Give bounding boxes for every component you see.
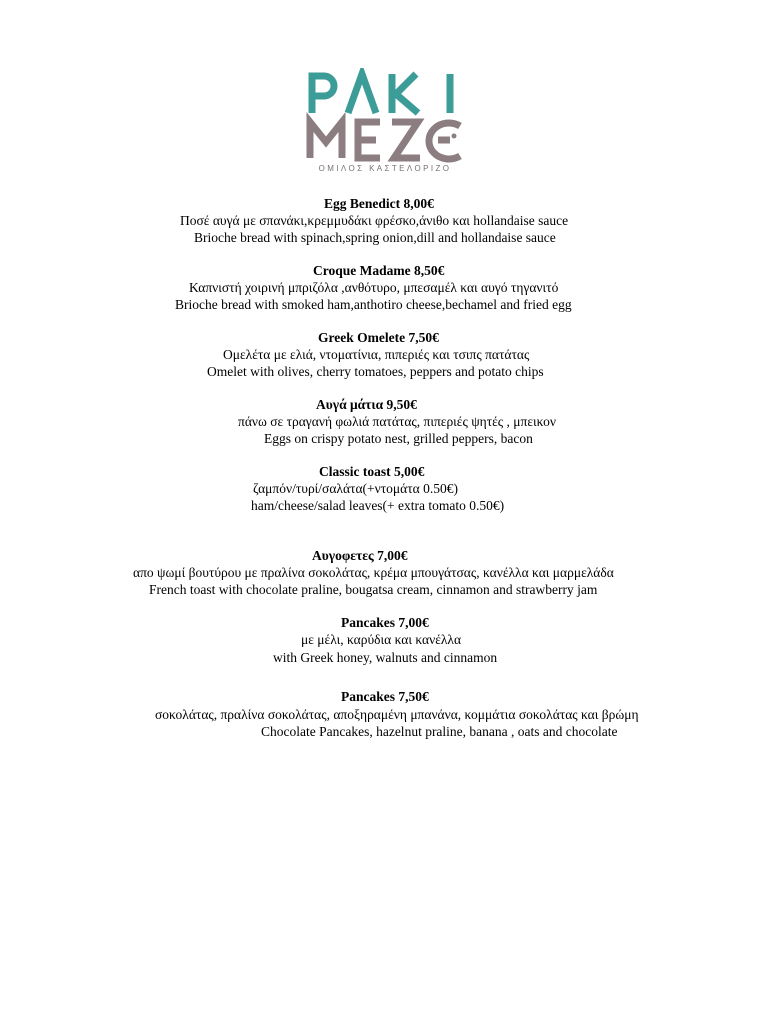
menu-item-greek-description: ζαμπόν/τυρί/σαλάτα(+ντομάτα 0.50€) <box>253 481 458 496</box>
menu-item-english-description: ham/cheese/salad leaves(+ extra tomato 0.50€) <box>251 498 505 513</box>
menu-item-title: Egg Benedict 8,00€ <box>324 196 434 211</box>
menu-item-title: Greek Omelete 7,50€ <box>318 330 439 345</box>
menu-item-greek-description: με μέλι, καρύδια και κανέλλα <box>301 632 462 647</box>
menu-item-english-description: French toast with chocolate praline, bougatsa cream, cinnamon and strawberry jam <box>149 582 598 597</box>
menu-item-english-description: Chocolate Pancakes, hazelnut praline, banana , oats and chocolate <box>261 724 618 739</box>
menu-item-title: Pancakes 7,50€ <box>341 689 429 704</box>
menu-item-english-description: Brioche bread with spinach,spring onion,dill and hollandaise sauce <box>194 230 556 245</box>
menu-item-greek-description: Ποσέ αυγά με σπανάκι,κρεμμυδάκι φρέσκο,άνιθο και hollandaise sauce <box>180 213 569 228</box>
menu-item-greek-description: απο ψωμί βουτύρου με πραλίνα σοκολάτας, κρέμα μπουγάτσας, κανέλλα και μαρμελάδα <box>133 565 614 580</box>
menu-item-english-description: Eggs on crispy potato nest, grilled peppers, bacon <box>264 431 533 446</box>
menu-item-greek-description: Καπνιστή χοιρινή μπριζόλα ,ανθότυρο, μπεσαμέλ και αυγό τηγανιτό <box>189 280 559 295</box>
menu-item-greek-description: Ομελέτα με ελιά, ντοματίνια, πιπεριές και τσιπς πατάτας <box>223 347 530 362</box>
menu-item-title: Αυγά μάτια 9,50€ <box>316 397 417 412</box>
menu-item-english-description: with Greek honey, walnuts and cinnamon <box>273 650 498 665</box>
menu-item-greek-description: σοκολάτας, πραλίνα σοκολάτας, αποξηραμένη μπανάνα, κομμάτια σοκολάτας και βρώμη <box>155 707 639 722</box>
logo-mark-icon <box>300 68 470 163</box>
menu-item-english-description: Omelet with olives, cherry tomatoes, peppers and potato chips <box>207 364 544 379</box>
menu-item-title: Αυγοφετες 7,00€ <box>312 548 408 563</box>
logo-subtitle: ΟΜΙΛΟΣ ΚΑΣΤΕΛΟΡΙΖΟ <box>318 164 452 173</box>
restaurant-logo <box>300 68 470 178</box>
menu-item-greek-description: πάνω σε τραγανή φωλιά πατάτας, πιπεριές ψητές , μπεικον <box>238 414 556 429</box>
menu-item-english-description: Brioche bread with smoked ham,anthotiro cheese,bechamel and fried egg <box>175 297 572 312</box>
menu-item-title: Pancakes 7,00€ <box>341 615 429 630</box>
menu-item-title: Croque Madame 8,50€ <box>313 263 445 278</box>
menu-item-title: Classic toast 5,00€ <box>319 464 425 479</box>
